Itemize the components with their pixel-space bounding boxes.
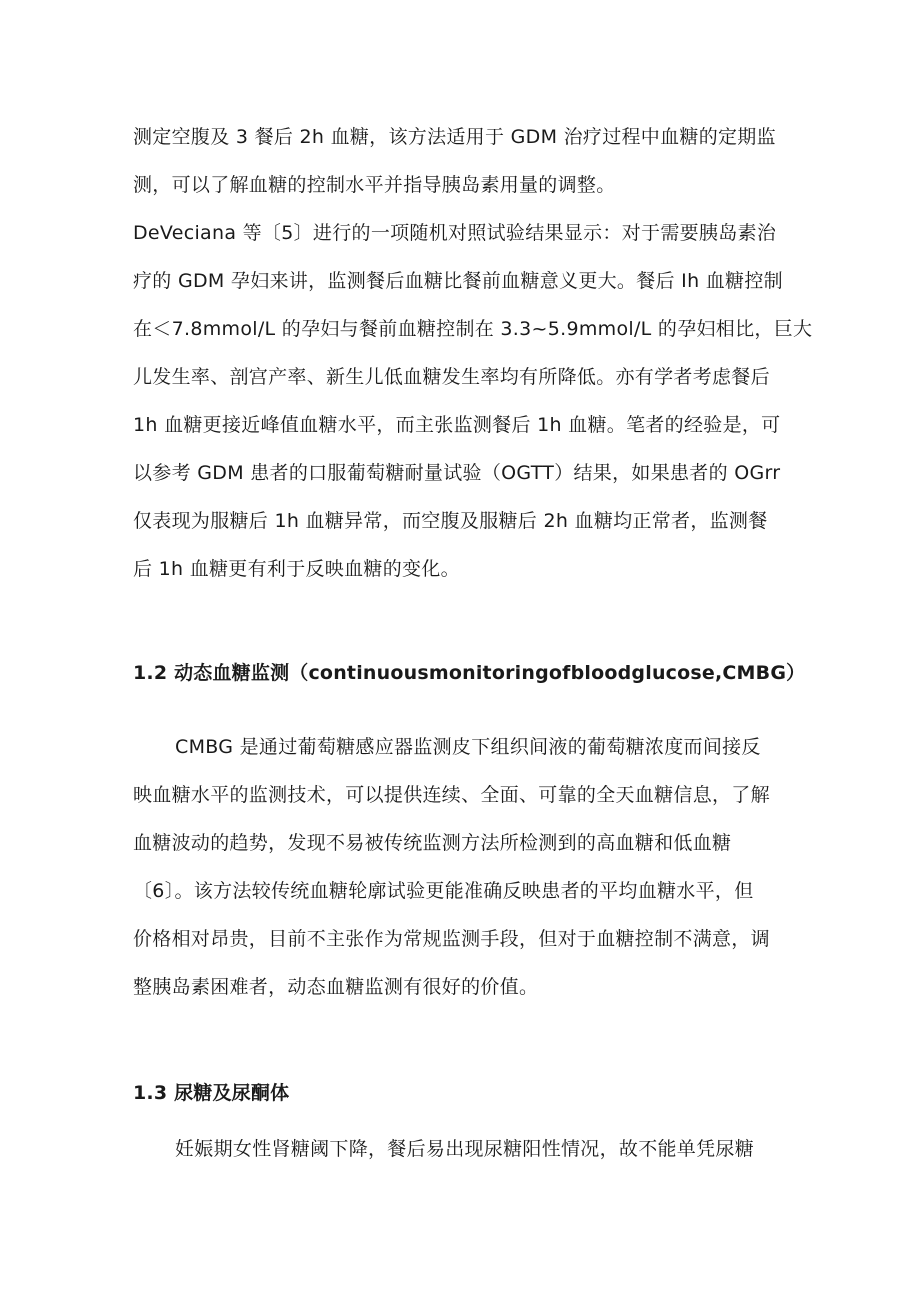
section-1-2-line-1: CMBG 是通过葡萄糖感应器监测皮下组织间液的葡萄糖浓度而间接反	[175, 736, 761, 758]
section-1-2-line-4: 〔6〕。该方法较传统血糖轮廓试验更能准确反映患者的平均血糖水平，但	[133, 880, 754, 902]
paragraph-1-line-1: 测定空腹及 3 餐后 2h 血糖，该方法适用于 GDM 治疗过程中血糖的定期监	[133, 126, 776, 148]
section-1-2-line-3: 血糖波动的趋势，发现不易被传统监测方法所检测到的高血糖和低血糖	[133, 832, 732, 854]
section-1-2-heading: 1.2 动态血糖监测（continuousmonitoringofbloodglucose,CMBG）	[133, 662, 806, 684]
paragraph-2-line-3: 在＜7.8mmol/L 的孕妇与餐前血糖控制在 3.3~5.9mmol/L 的孕妇相比，巨大	[133, 318, 813, 340]
paragraph-2-line-8: 后 1h 血糖更有利于反映血糖的变化。	[133, 558, 460, 580]
paragraph-1-line-2: 测，可以了解血糖的控制水平并指导胰岛素用量的调整。	[133, 174, 616, 196]
section-1-2-line-2: 映血糖水平的监测技术，可以提供连续、全面、可靠的全天血糖信息，了解	[133, 784, 770, 806]
section-1-3-line-1: 妊娠期女性肾糖阈下降，餐后易出现尿糖阳性情况，故不能单凭尿糖	[175, 1138, 755, 1160]
section-1-2-line-6: 整胰岛素困难者，动态血糖监测有很好的价值。	[133, 976, 539, 998]
paragraph-2-line-5: 1h 血糖更接近峰值血糖水平，而主张监测餐后 1h 血糖。笔者的经验是，可	[133, 414, 781, 436]
paragraph-2-line-7: 仅表现为服糖后 1h 血糖异常，而空腹及服糖后 2h 血糖均正常者，监测餐	[133, 510, 768, 532]
paragraph-2-line-6: 以参考 GDM 患者的口服葡萄糖耐量试验（OGTT）结果，如果患者的 OGrr	[133, 462, 781, 484]
paragraph-2-line-2: 疗的 GDM 孕妇来讲，监测餐后血糖比餐前血糖意义更大。餐后 Ih 血糖控制	[133, 270, 783, 292]
paragraph-2-line-1: DeVeciana 等〔5〕进行的一项随机对照试验结果显示：对于需要胰岛素治	[133, 222, 777, 244]
section-1-2-line-5: 价格相对昂贵，目前不主张作为常规监测手段，但对于血糖控制不满意，调	[133, 928, 770, 950]
paragraph-2-line-4: 儿发生率、剖宫产率、新生儿低血糖发生率均有所降低。亦有学者考虑餐后	[133, 366, 770, 388]
section-1-3-heading: 1.3 尿糖及尿酮体	[133, 1082, 290, 1104]
